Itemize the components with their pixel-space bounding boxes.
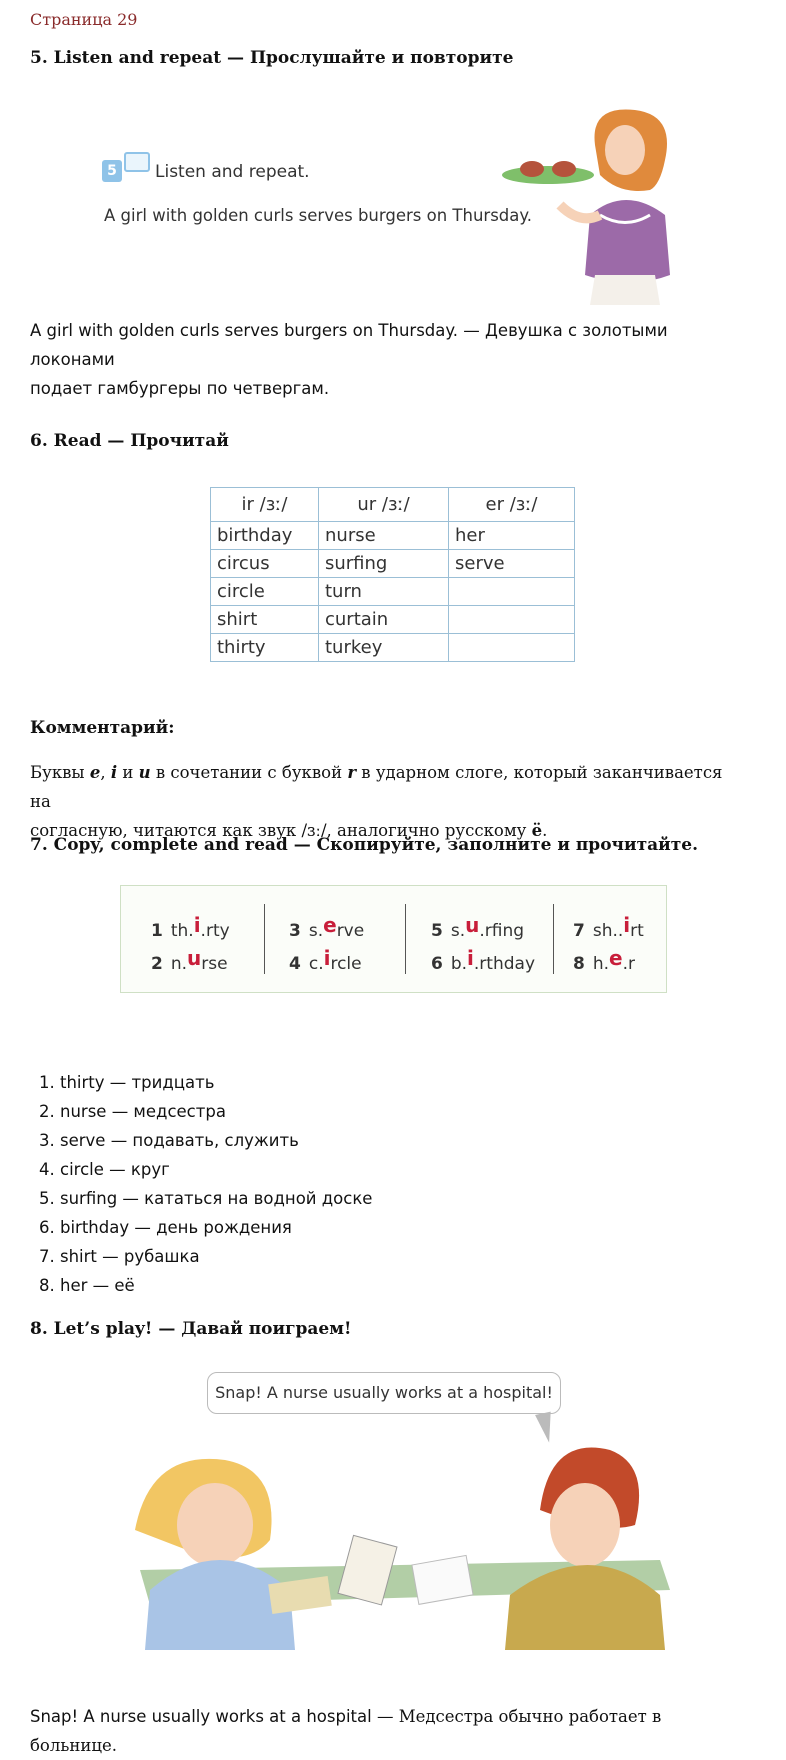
table-cell: nurse (319, 522, 449, 550)
phonics-table (210, 487, 575, 662)
filled-letter: i (193, 913, 201, 937)
word-part: .rty (200, 921, 230, 941)
ex5-card-title: Listen and repeat. (155, 162, 310, 182)
word-part: .r (622, 954, 636, 974)
ex7-item (289, 947, 364, 980)
caption-en: Snap! A nurse usually works at a hospital (30, 1707, 372, 1726)
comment-text-part: и (117, 763, 139, 782)
table-cell (449, 578, 575, 606)
table-cell: curtain (319, 606, 449, 634)
ex5-card-sentence: A girl with golden curls serves burgers on Thursday. (104, 206, 533, 225)
column-divider (405, 904, 406, 974)
filled-letter: u (187, 946, 202, 970)
filled-letter: i (323, 946, 331, 970)
comment-text-part: в ударном слоге, который заканчивается на (30, 763, 723, 811)
word-part: h. (592, 954, 610, 974)
word-part: b. (450, 954, 468, 974)
word-part: .rfing (479, 921, 525, 941)
comment-text-part: в сочетании с буквой (150, 763, 348, 782)
list-item: 5. surfing — кататься на водной доске (60, 1184, 372, 1213)
ex5-translation-line2: подает гамбургеры по четвергам. (30, 379, 330, 398)
comment-text-part: . (542, 821, 548, 840)
table-cell: shirt (211, 606, 319, 634)
ex7-column (431, 914, 535, 980)
table-cell: circle (211, 578, 319, 606)
page-label: Страница 29 (30, 10, 138, 29)
table-row (211, 550, 575, 578)
ex7-item (431, 947, 535, 980)
table-cell: thirty (211, 634, 319, 662)
table-cell: birthday (211, 522, 319, 550)
ex7-column (289, 914, 364, 980)
ex5-translation (30, 316, 740, 403)
item-number: 8 (573, 954, 585, 974)
word-part: n. (170, 954, 188, 974)
table-cell (449, 634, 575, 662)
item-number: 2 (151, 954, 163, 974)
list-item: 7. shirt — рубашка (60, 1242, 372, 1271)
list-item: 1. thirty — тридцать (60, 1068, 372, 1097)
table-row (211, 634, 575, 662)
letter-i: i (110, 763, 118, 782)
word-part: .rthday (473, 954, 536, 974)
translations-list (30, 1068, 372, 1300)
filled-letter: e (609, 946, 623, 970)
comment-text-part: согласную, читаются как звук /ɜː/, аналогично русскому (30, 821, 532, 840)
item-number: 4 (289, 954, 301, 974)
children-playing-illustration (120, 1420, 680, 1650)
comment-text (30, 758, 740, 845)
item-number: 3 (289, 921, 301, 941)
filled-letter: e (323, 913, 337, 937)
word-part: c. (308, 954, 324, 974)
word-part: rve (336, 921, 365, 941)
list-item: 6. birthday — день рождения (60, 1213, 372, 1242)
table-header-row (211, 488, 575, 522)
list-item: 2. nurse — медсестра (60, 1097, 372, 1126)
letter-r: r (347, 763, 357, 782)
list-item: 3. serve — подавать, служить (60, 1126, 372, 1155)
word-part: rse (201, 954, 228, 974)
list-item: 8. her — её (60, 1271, 372, 1300)
ex6-heading: 6. Read — Прочитай (30, 431, 229, 451)
waitress-illustration (500, 105, 680, 305)
table-cell: her (449, 522, 575, 550)
ex7-item (431, 914, 535, 947)
exercise-number-badge: 5 (102, 160, 122, 182)
item-number: 7 (573, 921, 585, 941)
ex8-caption (30, 1702, 740, 1760)
ex5-translation-line1: A girl with golden curls serves burgers on Thursday. — Девушка с золотыми локонами (30, 321, 668, 369)
table-header-er: er /ɜː/ (449, 488, 575, 522)
word-part: rcle (330, 954, 362, 974)
ex7-item (151, 914, 230, 947)
table-cell: turkey (319, 634, 449, 662)
table-header-ir: ir /ɜː/ (211, 488, 319, 522)
column-divider (553, 904, 554, 974)
column-divider (264, 904, 265, 974)
word-part: th. (170, 921, 194, 941)
word-part: rt (630, 921, 644, 941)
filled-letter: i (467, 946, 474, 970)
ex7-item (573, 914, 644, 947)
ex7-column (573, 914, 644, 980)
comment-text-part: , (100, 763, 111, 782)
item-number: 1 (151, 921, 163, 941)
ex7-item (289, 914, 364, 947)
word-part: sh.. (592, 921, 624, 941)
item-number: 5 (431, 921, 443, 941)
table-header-ur: ur /ɜː/ (319, 488, 449, 522)
ex7-item (151, 947, 230, 980)
table-cell: surfing (319, 550, 449, 578)
letter-e: e (89, 763, 101, 782)
letter-u: u (138, 763, 151, 782)
table-cell: circus (211, 550, 319, 578)
comment-text-part: Буквы (30, 763, 90, 782)
table-row (211, 578, 575, 606)
table-row (211, 522, 575, 550)
ex8-heading: 8. Let’s play! — Давай поиграем! (30, 1319, 352, 1339)
caption-ru: — Медсестра обычно работает в больнице. (30, 1707, 662, 1755)
word-part: s. (308, 921, 324, 941)
filled-letter: i (623, 913, 631, 937)
table-cell: serve (449, 550, 575, 578)
list-item: 4. circle — круг (60, 1155, 372, 1184)
table-cell: turn (319, 578, 449, 606)
ex7-heading: 7. Copy, complete and read — Скопируйте, заполните и прочитайте. (30, 835, 699, 855)
comment-heading: Комментарий: (30, 718, 175, 738)
table-cell (449, 606, 575, 634)
filled-letter: u (465, 913, 480, 937)
letter-yo: ё (531, 821, 543, 840)
ex5-heading: 5. Listen and repeat — Прослушайте и повторите (30, 48, 514, 68)
ex7-exercise-box (120, 885, 667, 993)
table-row (211, 606, 575, 634)
ex7-column (151, 914, 230, 980)
word-part: s. (450, 921, 466, 941)
speech-bubble: Snap! A nurse usually works at a hospital! (207, 1372, 561, 1414)
item-number: 6 (431, 954, 443, 974)
ex7-item (573, 947, 644, 980)
